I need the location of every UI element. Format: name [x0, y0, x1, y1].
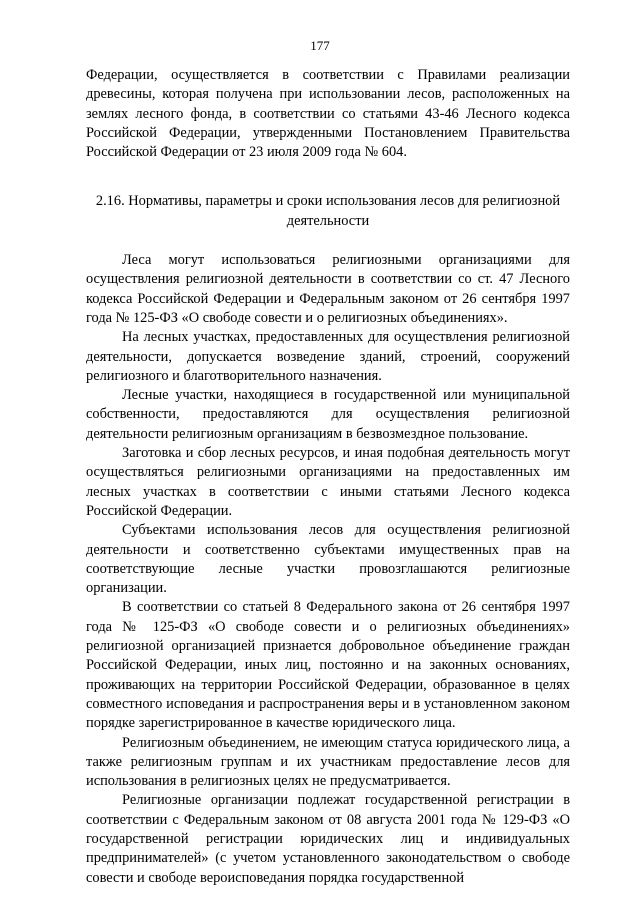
body-paragraph: Лесные участки, находящиеся в государственной или муниципальной собственности, предоставляются для осуществления религиозной деятельности религиозным организациям в безвозмездное пользование. [86, 387, 570, 442]
page-content [86, 66, 570, 888]
intro-paragraph: Федерации, осуществляется в соответствии с Правилами реализации древесины, которая получена при использовании лесов, расположенных на землях лесного фонда, в соответствии со статьями 43-46 Лесного кодекса Российской Федерации, утвержденными Постановлением Правительства Российской Федерации от 23 июля 2009 года № 604. [86, 67, 570, 161]
body-paragraph: Субъектами использования лесов для осуществления религиозной деятельности и соответственно субъектами имущественных прав на соответствующие лесные участки провозглашаются религиозные организации. [86, 522, 570, 597]
section-title: 2.16. Нормативы, параметры и сроки использования лесов для религиозной деятельности [95, 193, 561, 229]
body-paragraph: В соответствии со статьей 8 Федерального закона от 26 сентября 1997 года № 125-ФЗ «О свободе совести и о религиозных объединениях» религиозной организацией признается добровольное объединение граждан Российской Федерации, иных лиц, постоянно и на законных основаниях, проживающих на территории Российской Федерации, образованное в целях совместного исповедания и распространения веры и в установленном законом порядке зарегистрированное в качестве юридического лица. [86, 599, 570, 732]
body-paragraph: Религиозным объединением, не имеющим статуса юридического лица, а также религиозным группам и их участникам предоставление лесов для использования в религиозных целях не предусматривается. [86, 734, 570, 790]
body-paragraph: Заготовка и сбор лесных ресурсов, и иная подобная деятельность могут осуществляться религиозными организациями на предоставленных им лесных участках в соответствии с иными статьями Лесного кодекса Российской Федерации. [86, 445, 570, 519]
body-paragraph: На лесных участках, предоставленных для осуществления религиозной деятельности, допускается возведение зданий, строений, сооружений религиозного и благотворительного назначения. [86, 329, 570, 384]
page-number: 177 [310, 38, 330, 53]
body-paragraph: Леса могут использоваться религиозными организациями для осуществления религиозной деятельности в соответствии со ст. 47 Лесного кодекса Российской Федерации и Федеральным законом от 26 сентября 1997 года № 125-ФЗ «О свободе совести и о религиозных объединениях». [86, 252, 570, 326]
body-paragraph: Религиозные организации подлежат государственной регистрации в соответствии с Федеральным законом от 08 августа 2001 года № 129-ФЗ «О государственной регистрации юридических лиц и индивидуальных предпринимателей» (с учетом установленного законодательством о свободе совести и свободе вероисповедания порядка государственной [86, 792, 570, 886]
